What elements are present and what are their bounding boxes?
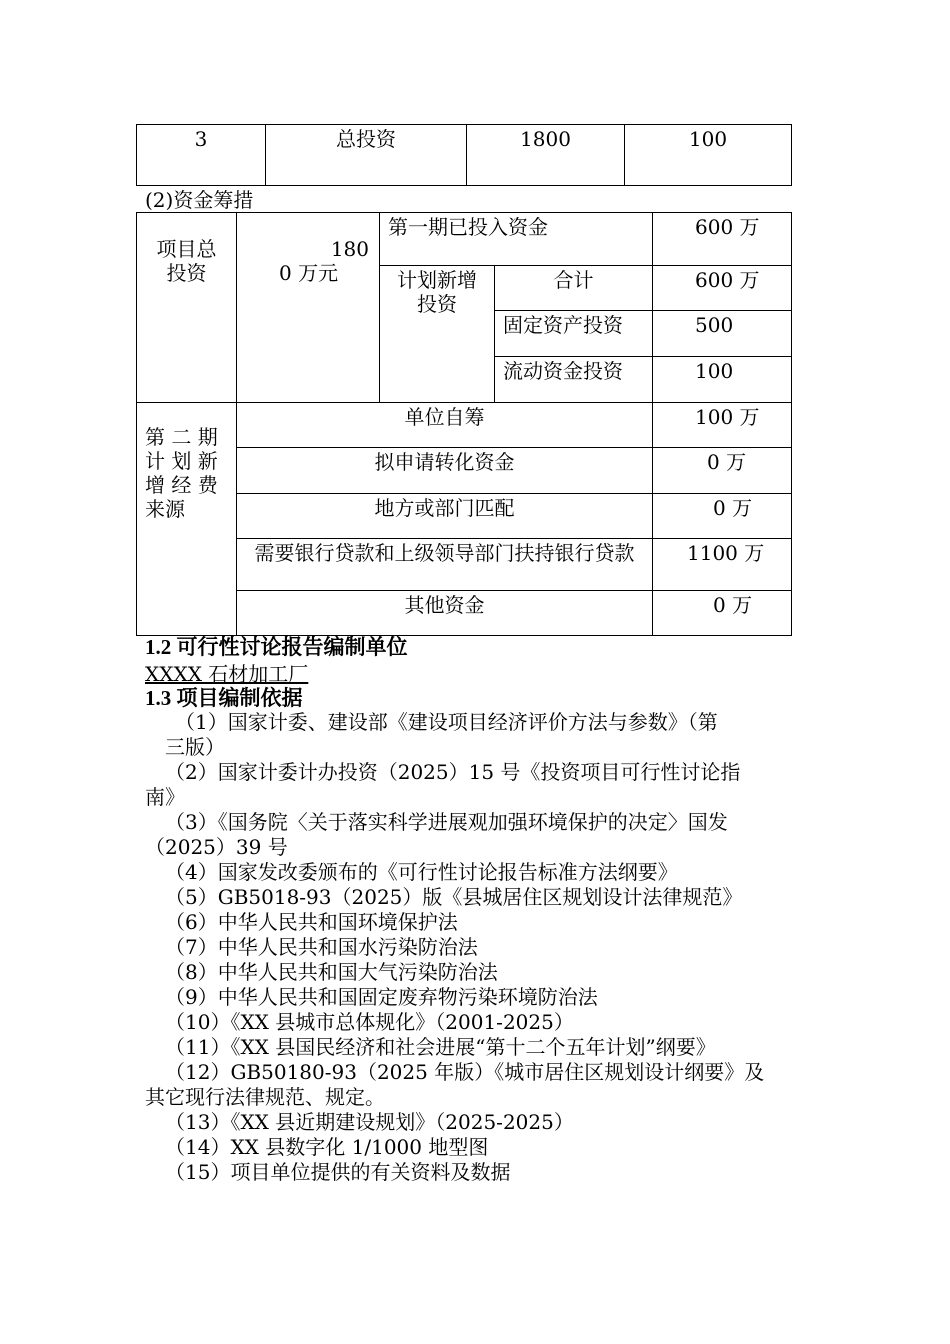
reference-line: （12）GB50180-93（2025 年版）《城市居住区规划设计纲要》及: [165, 1060, 765, 1084]
reference-line: （1）国家计委、建设部《建设项目经济评价方法与参数》（第: [175, 710, 718, 734]
compiling-unit-name: XXXX 石材加工厂: [145, 662, 309, 686]
total-investment-label: 总投资: [266, 125, 467, 186]
total-investment-label-cell: [137, 213, 237, 403]
section-1-2-title: 1.2 可行性讨论报告编制单位: [145, 635, 408, 659]
source-label-text: 需要银行贷款和上级领导部门扶持银行贷款: [254, 541, 635, 565]
total-value-line2: 0 万元: [279, 261, 339, 285]
investment-summary-table: [136, 124, 792, 186]
planned-investment-label: [380, 266, 495, 403]
reference-line: 南》: [145, 785, 185, 809]
reference-line: （4）国家发改委颁布的《可行性讨论报告标准方法纲要》: [165, 860, 678, 884]
funding-caption: (2)资金筹措: [145, 188, 254, 212]
reference-line: （10）《XX 县城市总体规化》（2001-2025）: [165, 1010, 574, 1034]
subtotal-label: 合计: [495, 266, 653, 311]
phase1-value: 600 万: [653, 213, 792, 266]
phase2-label-line: 计 划 新: [145, 449, 218, 473]
total-investment-value-cell: [237, 213, 380, 403]
total-investment-value: 1800: [467, 125, 625, 186]
source-value: 0 万: [653, 591, 792, 636]
source-label: 拟申请转化资金: [237, 448, 653, 494]
section-1-3-title: 1.3 项目编制依据: [145, 686, 303, 710]
table-row: [137, 403, 792, 448]
reference-line: （5）GB5018-93（2025）版《县城居住区规划设计法律规范》: [165, 885, 743, 909]
reference-line: （2）国家计委计办投资（2025）15 号《投资项目可行性讨论指: [165, 760, 741, 784]
source-value: 0 万: [653, 494, 792, 539]
phase1-label: 第一期已投入资金: [380, 213, 653, 266]
source-value: 1100 万: [653, 539, 792, 591]
reference-line: （9）中华人民共和国固定废弃物污染环境防治法: [165, 985, 598, 1009]
table-row: [137, 213, 792, 266]
working-capital-label: 流动资金投资: [495, 357, 653, 403]
reference-line: （6）中华人民共和国环境保护法: [165, 910, 458, 934]
table-row: [137, 125, 792, 186]
reference-line: （14）XX 县数字化 1/1000 地型图: [165, 1135, 489, 1159]
reference-line: 三版）: [165, 735, 225, 759]
source-label: 地方或部门匹配: [237, 494, 653, 539]
working-capital-value: 100: [653, 357, 792, 403]
reference-line: （2025）39 号: [145, 835, 288, 859]
reference-line: （13）《XX 县近期建设规划》（2025-2025）: [165, 1110, 574, 1134]
percent-cell: 100: [625, 125, 792, 186]
source-label: 其他资金: [237, 591, 653, 636]
reference-line: （7）中华人民共和国水污染防治法: [165, 935, 478, 959]
phase2-label-line: 增 经 费: [145, 473, 218, 497]
reference-line: 其它现行法律规范、规定。: [145, 1085, 385, 1109]
reference-line: （3）《国务院〈关于落实科学进展观加强环境保护的决定〉国发: [165, 810, 728, 834]
reference-line: （11）《XX 县国民经济和社会进展“第十二个五年计划”纲要》: [165, 1035, 716, 1059]
total-investment-label: 项目总投资: [156, 237, 217, 285]
subtotal-value: 600 万: [653, 266, 792, 311]
fixed-asset-label: 固定资产投资: [495, 311, 653, 357]
phase2-label-line: 来源: [145, 497, 185, 521]
total-value-line1: 180: [330, 237, 369, 261]
row-number-cell: 3: [137, 125, 266, 186]
phase2-source-label-cell: [137, 403, 237, 636]
source-label: 单位自筹: [237, 403, 653, 448]
source-value: 100 万: [653, 403, 792, 448]
reference-line: （15）项目单位提供的有关资料及数据: [165, 1160, 511, 1184]
fixed-asset-value: 500: [653, 311, 792, 357]
funding-table: [136, 212, 792, 636]
source-label: [237, 539, 653, 591]
planned-investment-text: 计划新增投资: [397, 268, 477, 316]
source-value: 0 万: [653, 448, 792, 494]
reference-line: （8）中华人民共和国大气污染防治法: [165, 960, 498, 984]
phase2-label-line: 第 二 期: [145, 425, 218, 449]
